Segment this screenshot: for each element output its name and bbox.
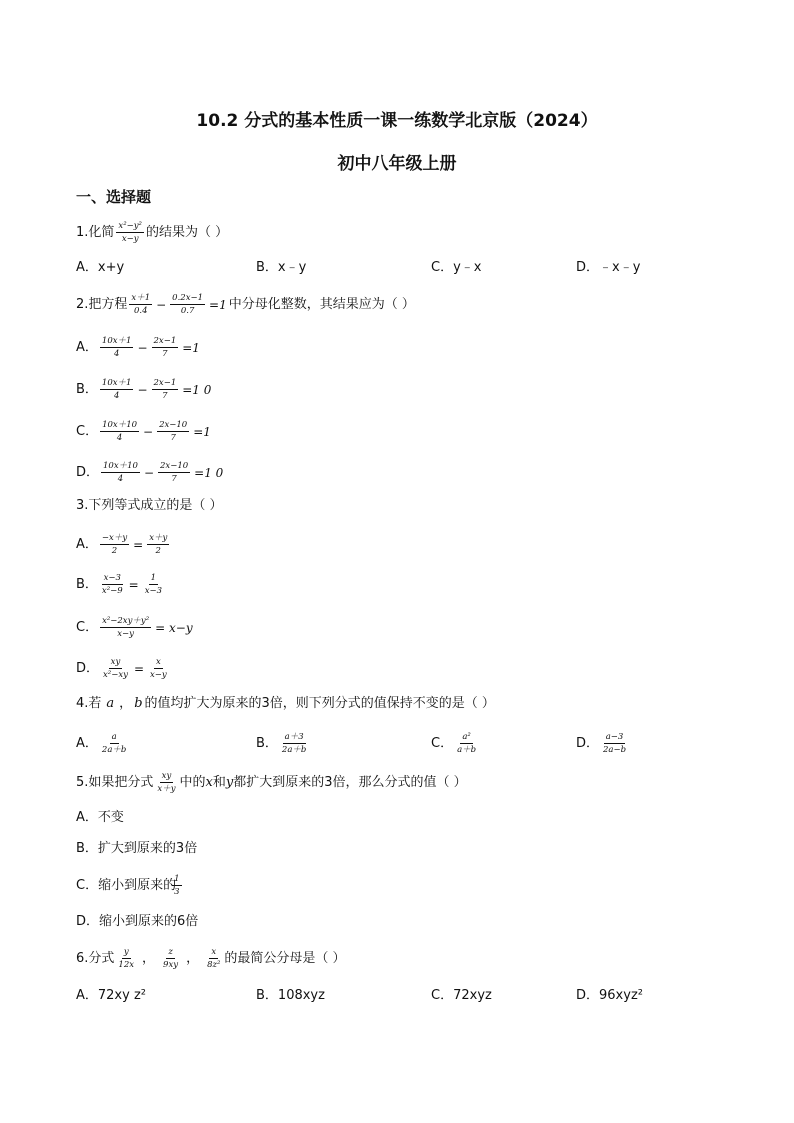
q1-fraction: $\frac{\text{x²−y²}}{x-y}$: [118, 221, 142, 244]
q2-option-d[interactable]: D． $\frac{10x+10}{4}$ − $\frac{2x-10}{7}$ =1 0: [76, 461, 224, 484]
question-5-stem: 5.如果把分式 $\frac{xy}{x+y}$ 中的 x 和 y 都扩大到原来的3倍，那么分式的值（ ）: [76, 771, 467, 794]
q2-option-b[interactable]: B． $\frac{10x+1}{4}$ − $\frac{2x-1}{7}$ =1 0: [76, 378, 212, 401]
question-4-stem: 4.若 a ， b 的值均扩大为原来的3倍，则下列分式的值保持不变的是（ ）: [76, 696, 495, 711]
q4-option-b[interactable]: B． $\frac{a+3}{2a+b}$: [256, 732, 307, 755]
q5-option-c[interactable]: C．缩小到原来的 $\frac{1}{3}$: [76, 874, 180, 897]
q6-option-a[interactable]: A．72xy z²: [76, 988, 146, 1003]
q2-option-a[interactable]: A． $\frac{10x+1}{4}$ − $\frac{2x-1}{7}$ =1: [76, 336, 200, 359]
q1-option-c[interactable]: C．y﹣x: [431, 260, 482, 275]
q1-option-a[interactable]: A．x+y: [76, 260, 125, 275]
q6-option-d[interactable]: D．96xyz²: [576, 988, 643, 1003]
q1-option-b[interactable]: B．x﹣y: [256, 260, 307, 275]
q2-fraction-1: $\frac{x+1}{0.4}$: [131, 293, 151, 316]
q5-option-d[interactable]: D．缩小到原来的6倍: [76, 914, 199, 929]
q3-option-a[interactable]: A． $\frac{-x+y}{2}$ = $\frac{x+y}{2}$: [76, 533, 168, 556]
q1-option-d[interactable]: D．﹣x﹣y: [576, 260, 641, 275]
q4-option-a[interactable]: A． $\frac{a}{2a+b}$: [76, 732, 127, 755]
section-heading: 一、选择题: [76, 188, 152, 206]
q3-option-b[interactable]: B． $\frac{x-3}{\text{x²−9}}$ = $\frac{1}{x-3}$: [76, 573, 163, 596]
q2-stem-suffix: 中分母化整数，其结果应为（ ）: [228, 296, 415, 312]
q1-stem-suffix: 的结果为（ ）: [145, 224, 229, 240]
q6-option-b[interactable]: B．108xyz: [256, 988, 325, 1003]
q2-option-c[interactable]: C． $\frac{10x+10}{4}$ − $\frac{2x-10}{7}$ =1: [76, 420, 211, 443]
q5-option-b[interactable]: B．扩大到原来的3倍: [76, 841, 198, 856]
q2-stem-prefix: 2.把方程: [76, 296, 128, 312]
question-2-stem: 2.把方程 $\frac{x+1}{0.4}$ − $\frac{0.2x-1}{0.7}$ =1 中分母化整数，其结果应为（ ）: [76, 293, 415, 316]
q3-option-d[interactable]: D． $\frac{xy}{\text{x²−xy}}$ = $\frac{x}{x-y}$: [76, 657, 167, 680]
question-3-stem: 3.下列等式成立的是（ ）: [76, 498, 223, 513]
q4-option-c[interactable]: C． $\frac{\text{a²}}{a+b}$: [431, 732, 477, 755]
q4-option-d[interactable]: D． $\frac{a-3}{2a-b}$: [576, 732, 627, 755]
question-6-stem: 6.分式 $\frac{y}{12x}$ ， $\frac{z}{9xy}$ ， $\frac{x}{\text{8z²}}$ 的最简公分母是（ ）: [76, 947, 346, 970]
document-title: 10.2 分式的基本性质一课一练数学北京版（2024）: [196, 111, 598, 131]
question-1-stem: [76, 221, 228, 244]
q2-equals: =1: [209, 297, 227, 312]
q3-option-c[interactable]: C． $\frac{\text{x²−2xy＋y²}}{x-y}$ = x−y: [76, 616, 193, 639]
q2-fraction-2: $\frac{0.2x-1}{0.7}$: [172, 293, 204, 316]
q5-option-a[interactable]: A．不变: [76, 810, 124, 825]
document-subtitle: 初中八年级上册: [337, 154, 457, 174]
q1-stem-prefix: 1.化简: [76, 224, 115, 240]
q6-option-c[interactable]: C．72xyz: [431, 988, 492, 1003]
